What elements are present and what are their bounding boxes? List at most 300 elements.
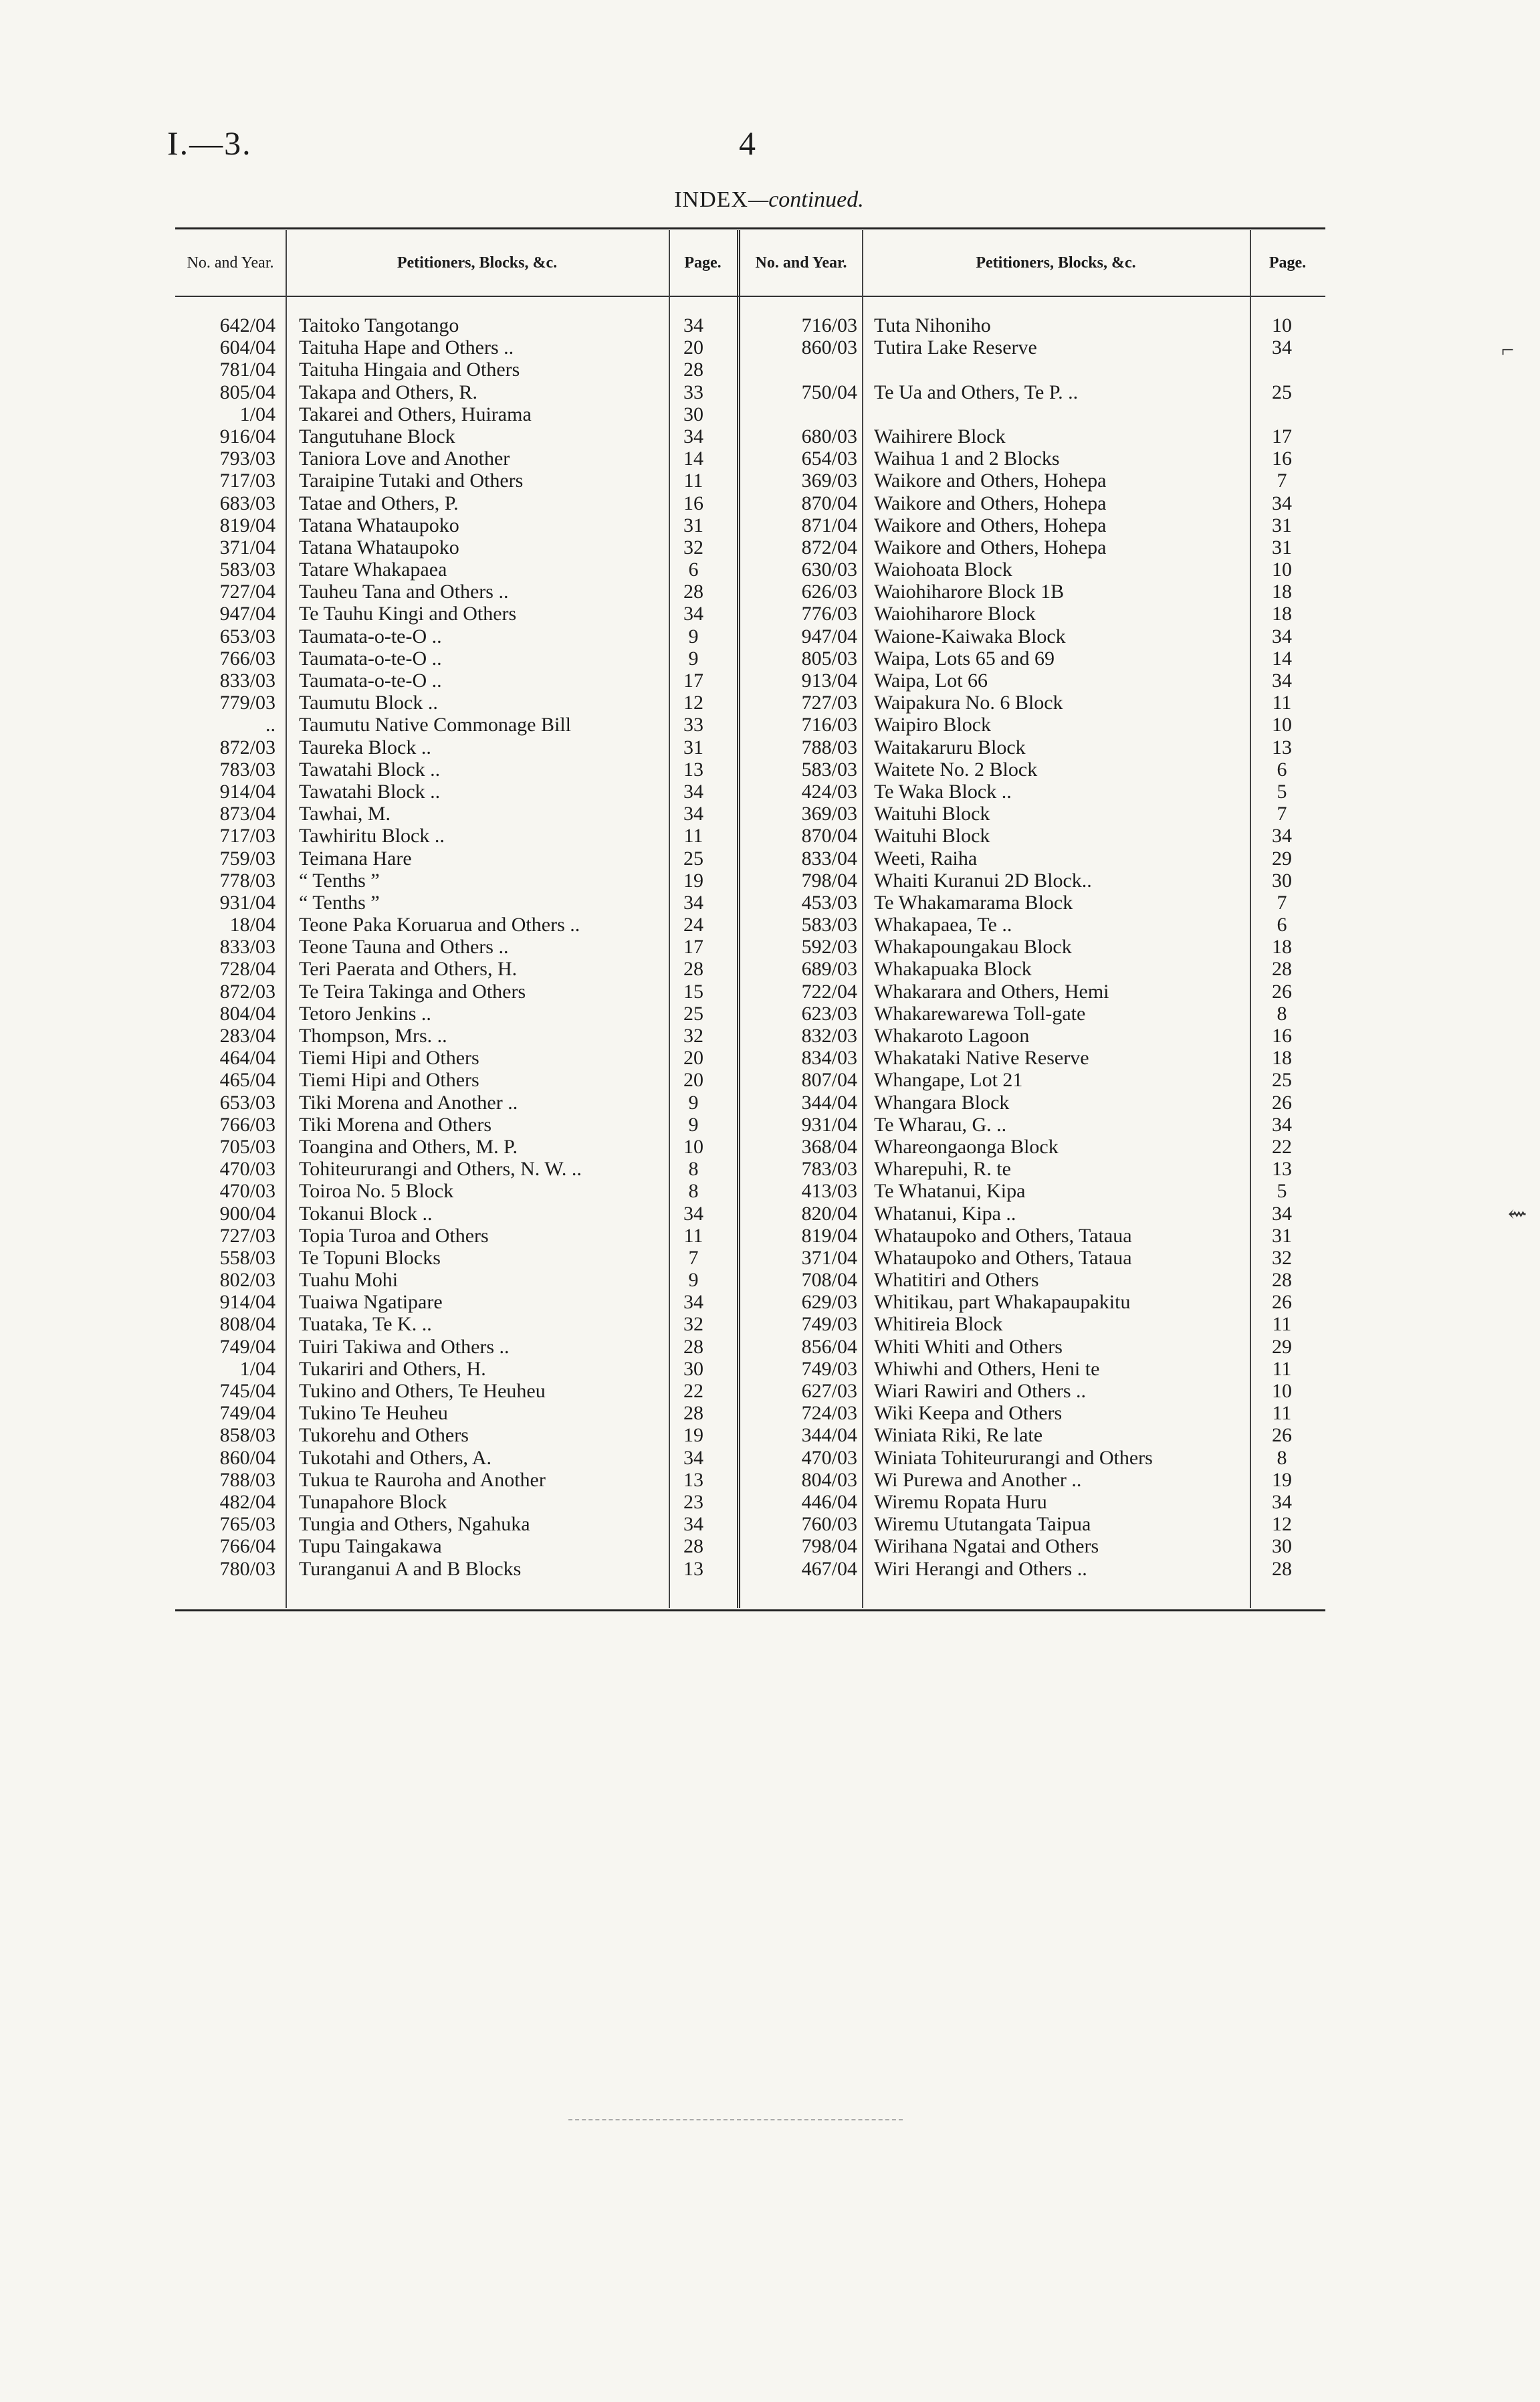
entry-name: Tukorehu and Others (299, 1424, 469, 1447)
entry-page: 7 (688, 1246, 699, 1269)
entry-number: 805/04 (219, 381, 276, 403)
entry-name: Wiari Rawiri and Others .. (874, 1380, 1087, 1402)
entry-page: 25 (683, 847, 703, 870)
entry-number: 369/03 (801, 803, 857, 825)
entry-number: 870/04 (801, 825, 857, 847)
entry-number: 788/03 (219, 1468, 276, 1491)
entry-number: 627/03 (801, 1380, 857, 1402)
entry-number: 482/04 (219, 1490, 276, 1513)
table-row (175, 625, 1325, 647)
entry-page: 34 (1272, 670, 1292, 692)
entry-name: Tauheu Tana and Others .. (299, 581, 509, 603)
entry-name: Taraipine Tutaki and Others (299, 470, 524, 492)
table-row (175, 514, 1325, 536)
entry-name: Tiki Morena and Another .. (299, 1091, 518, 1114)
table-row (175, 1247, 1325, 1269)
table-row (175, 1491, 1325, 1513)
table-row (175, 470, 1325, 492)
entry-name: Tatana Whataupoko (299, 536, 459, 559)
entry-name: Tukotahi and Others, A. (299, 1446, 492, 1469)
entry-page: 22 (1272, 1135, 1292, 1158)
table-row (175, 914, 1325, 936)
entry-number: 727/04 (219, 581, 276, 603)
entry-number: 728/04 (219, 958, 276, 981)
table-row (175, 1291, 1325, 1313)
entry-number: 629/03 (801, 1291, 857, 1314)
entry-name: Tohiteururangi and Others, N. W. .. (299, 1158, 582, 1181)
entry-number: 708/04 (801, 1269, 857, 1292)
entry-number: 18/04 (229, 914, 276, 936)
entry-name: Whakataki Native Reserve (874, 1047, 1089, 1070)
entry-number: 819/04 (801, 1224, 857, 1247)
entry-number: 750/04 (801, 381, 857, 403)
entry-name: Taumata-o-te-O .. (299, 625, 442, 647)
entry-page: 29 (1272, 1335, 1292, 1358)
header-page-right: Page. (1269, 254, 1307, 272)
entry-page: 11 (683, 825, 703, 847)
entry-number: 833/03 (219, 670, 276, 692)
entry-page: 16 (1272, 447, 1292, 470)
entry-name: Te Ua and Others, Te P. .. (874, 381, 1079, 403)
entry-number: 780/03 (219, 1557, 276, 1580)
entry-page: 34 (1272, 492, 1292, 514)
table-row (175, 336, 1325, 359)
entry-name: Topia Turoa and Others (299, 1224, 489, 1247)
entry-name: Teimana Hare (299, 847, 412, 870)
entry-page: 8 (1277, 1002, 1287, 1025)
entry-name: Waikore and Others, Hohepa (874, 536, 1107, 559)
entry-number: 870/04 (801, 492, 857, 514)
entry-name: Waikore and Others, Hohepa (874, 470, 1107, 492)
entry-name: Waikore and Others, Hohepa (874, 492, 1107, 514)
entry-name: Whataupoko and Others, Tataua (874, 1246, 1132, 1269)
entry-page: 10 (1272, 714, 1292, 736)
entry-name: Taumutu Block .. (299, 692, 438, 714)
entry-number: 749/04 (219, 1402, 276, 1425)
entry-name: Tiki Morena and Others (299, 1113, 492, 1136)
entry-number: 446/04 (801, 1490, 857, 1513)
entry-page: 34 (1272, 336, 1292, 359)
entry-number: 583/03 (801, 914, 857, 936)
margin-mark: ⇜ (1508, 1202, 1527, 1227)
entry-page: 6 (1277, 758, 1287, 781)
entry-page: 8 (688, 1180, 699, 1203)
entry-page: 34 (683, 891, 703, 914)
entry-number: 470/03 (219, 1158, 276, 1181)
entry-name: Waikore and Others, Hohepa (874, 514, 1107, 536)
entry-number: 793/03 (219, 447, 276, 470)
entry-number: 783/03 (219, 758, 276, 781)
entry-page: 30 (1272, 869, 1292, 892)
entry-number: 860/03 (801, 336, 857, 359)
entry-page: 16 (1272, 1025, 1292, 1047)
entry-page: 11 (683, 470, 703, 492)
table-row (175, 1047, 1325, 1069)
table-row (175, 847, 1325, 870)
entry-page: 28 (1272, 1557, 1292, 1580)
entry-page: 26 (1272, 1424, 1292, 1447)
entry-number: 871/04 (801, 514, 857, 536)
table-row (175, 359, 1325, 381)
table-row (175, 1136, 1325, 1158)
entry-name: Toangina and Others, M. P. (299, 1135, 518, 1158)
entry-number: 913/04 (801, 670, 857, 692)
table-row (175, 870, 1325, 892)
entry-name: Toiroa No. 5 Block (299, 1180, 454, 1203)
entry-name: Taitoko Tangotango (299, 314, 459, 336)
entry-name: Whangara Block (874, 1091, 1010, 1114)
entry-page: 10 (1272, 1380, 1292, 1402)
header-no-year-right: No. and Year. (755, 254, 847, 272)
entry-page: 34 (683, 425, 703, 447)
entry-number: 931/04 (219, 891, 276, 914)
entry-name: Waiohoata Block (874, 559, 1012, 581)
entry-number: 808/04 (219, 1313, 276, 1336)
entry-name: Tuta Nihoniho (874, 314, 991, 336)
entry-page: 11 (1272, 1402, 1292, 1425)
entry-page: 19 (683, 869, 703, 892)
entry-number: 727/03 (219, 1224, 276, 1247)
entry-number: 807/04 (801, 1069, 857, 1092)
entry-page: 17 (1272, 425, 1292, 447)
table-row (175, 314, 1325, 336)
table-row (175, 1003, 1325, 1025)
entry-name: Tawatahi Block .. (299, 780, 441, 803)
entry-page: 10 (1272, 314, 1292, 336)
entry-number: 653/03 (219, 625, 276, 647)
entry-name: Winiata Riki, Re late (874, 1424, 1043, 1447)
entry-name: Whangape, Lot 21 (874, 1069, 1023, 1092)
entry-number: 689/03 (801, 958, 857, 981)
index-table (175, 227, 1325, 1611)
entry-page: 7 (1277, 470, 1287, 492)
margin-mark: ⌐ (1501, 338, 1515, 363)
entry-page: 9 (688, 647, 699, 670)
entry-name: “ Tenths ” (299, 891, 380, 914)
entry-number: 819/04 (219, 514, 276, 536)
entry-page: 31 (683, 736, 703, 759)
entry-number: 727/03 (801, 692, 857, 714)
entry-page: 34 (683, 603, 703, 625)
entry-number: 716/03 (801, 714, 857, 736)
entry-page: 34 (1272, 1113, 1292, 1136)
entry-name: Waiohiharore Block (874, 603, 1036, 625)
table-row (175, 892, 1325, 914)
entry-page: 20 (683, 1047, 703, 1070)
entry-number: 779/03 (219, 692, 276, 714)
entry-name: Whakapuaka Block (874, 958, 1032, 981)
table-header-rule (175, 296, 1325, 297)
header-page-left: Page. (684, 254, 722, 272)
entry-page: 11 (1272, 1313, 1292, 1336)
entry-page: 28 (683, 1535, 703, 1558)
entry-page: 28 (1272, 958, 1292, 981)
entry-page: 28 (683, 1335, 703, 1358)
table-body (175, 314, 1325, 1580)
index-continued: —continued. (748, 187, 864, 212)
entry-number: 717/03 (219, 825, 276, 847)
entry-page: 9 (688, 1091, 699, 1114)
entry-number: 872/04 (801, 536, 857, 559)
table-row (175, 936, 1325, 958)
entry-number: 1/04 (239, 403, 276, 425)
index-title (468, 187, 1070, 213)
entry-page: 30 (1272, 1535, 1292, 1558)
entry-number: 283/04 (219, 1025, 276, 1047)
entry-number: 465/04 (219, 1069, 276, 1092)
entry-name: Wharepuhi, R. te (874, 1158, 1011, 1181)
entry-page: 22 (683, 1380, 703, 1402)
table-row (175, 1424, 1325, 1446)
entry-number: 778/03 (219, 869, 276, 892)
entry-page: 20 (683, 336, 703, 359)
entry-page: 28 (683, 359, 703, 381)
entry-number: 783/03 (801, 1158, 857, 1181)
entry-name: Taituha Hape and Others .. (299, 336, 514, 359)
entry-page: 11 (683, 1224, 703, 1247)
entry-name: Taumata-o-te-O .. (299, 647, 442, 670)
entry-page: 23 (683, 1490, 703, 1513)
entry-number: 858/03 (219, 1424, 276, 1447)
entry-name: Whiti Whiti and Others (874, 1335, 1063, 1358)
header-petitioners-right: Petitioners, Blocks, &c. (976, 254, 1136, 272)
table-row (175, 492, 1325, 514)
entry-page: 28 (683, 1402, 703, 1425)
table-row (175, 1069, 1325, 1091)
entry-name: Te Topuni Blocks (299, 1246, 441, 1269)
entry-number: 464/04 (219, 1047, 276, 1070)
table-row (175, 1092, 1325, 1114)
entry-number: 802/03 (219, 1269, 276, 1292)
entry-page: 5 (1277, 1180, 1287, 1203)
entry-number: 453/03 (801, 891, 857, 914)
entry-number: 788/03 (801, 736, 857, 759)
entry-page: 18 (1272, 581, 1292, 603)
table-row (175, 1336, 1325, 1358)
entry-number: 872/03 (219, 980, 276, 1003)
entry-page: 25 (683, 1002, 703, 1025)
entry-number: 705/03 (219, 1135, 276, 1158)
entry-number: 470/03 (801, 1446, 857, 1469)
entry-name: Whakapoungakau Block (874, 936, 1072, 959)
entry-page: 30 (683, 1357, 703, 1380)
entry-name: Tukino Te Heuheu (299, 1402, 448, 1425)
entry-name: Whakapaea, Te .. (874, 914, 1012, 936)
entry-name: Tawatahi Block .. (299, 758, 441, 781)
entry-page: 7 (1277, 891, 1287, 914)
table-row (175, 1558, 1325, 1580)
entry-name: Tiemi Hipi and Others (299, 1069, 479, 1092)
entry-page: 18 (1272, 936, 1292, 959)
entry-number: 724/03 (801, 1402, 857, 1425)
table-row (175, 803, 1325, 825)
entry-page: 32 (683, 1025, 703, 1047)
entry-name: “ Tenths ” (299, 869, 380, 892)
entry-name: Tatana Whataupoko (299, 514, 459, 536)
entry-number: 626/03 (801, 581, 857, 603)
table-row (175, 736, 1325, 759)
entry-page: 15 (683, 980, 703, 1003)
entry-page: 20 (683, 1069, 703, 1092)
entry-number: 914/04 (219, 1291, 276, 1314)
table-row (175, 1025, 1325, 1047)
table-row (175, 1469, 1325, 1491)
entry-number: 804/04 (219, 1002, 276, 1025)
entry-page: 6 (1277, 914, 1287, 936)
entry-number: 368/04 (801, 1135, 857, 1158)
table-row (175, 1203, 1325, 1225)
entry-number: 470/03 (219, 1180, 276, 1203)
entry-number: 467/04 (801, 1557, 857, 1580)
entry-name: Tuiri Takiwa and Others .. (299, 1335, 510, 1358)
entry-name: Takapa and Others, R. (299, 381, 477, 403)
entry-name: Tawhai, M. (299, 803, 391, 825)
entry-page: 13 (683, 1468, 703, 1491)
table-row (175, 425, 1325, 447)
entry-name: Waipa, Lots 65 and 69 (874, 647, 1055, 670)
table-row (175, 958, 1325, 980)
entry-name: Waitakaruru Block (874, 736, 1026, 759)
entry-number: 766/03 (219, 647, 276, 670)
entry-number: 916/04 (219, 425, 276, 447)
entry-name: Tangutuhane Block (299, 425, 455, 447)
entry-number: 583/03 (801, 758, 857, 781)
entry-name: Wirihana Ngatai and Others (874, 1535, 1099, 1558)
entry-number: 804/03 (801, 1468, 857, 1491)
entry-page: 25 (1272, 1069, 1292, 1092)
entry-number: 873/04 (219, 803, 276, 825)
entry-name: Tukariri and Others, H. (299, 1357, 486, 1380)
entry-name: Tatare Whakapaea (299, 559, 447, 581)
entry-name: Taureka Block .. (299, 736, 431, 759)
table-row (175, 781, 1325, 803)
header-petitioners-left: Petitioners, Blocks, &c. (397, 254, 558, 272)
table-row (175, 603, 1325, 625)
entry-name: Tukino and Others, Te Heuheu (299, 1380, 546, 1402)
entry-name: Whareongaonga Block (874, 1135, 1059, 1158)
entry-page: 26 (1272, 1291, 1292, 1314)
entry-name: Wiri Herangi and Others .. (874, 1557, 1087, 1580)
entry-name: Tupu Taingakawa (299, 1535, 442, 1558)
entry-name: Thompson, Mrs. .. (299, 1025, 447, 1047)
entry-name: Whakarewarewa Toll-gate (874, 1002, 1086, 1025)
entry-page: 11 (1272, 1357, 1292, 1380)
entry-name: Whaiti Kuranui 2D Block.. (874, 869, 1092, 892)
entry-name: Waituhi Block (874, 803, 990, 825)
entry-number: 900/04 (219, 1202, 276, 1225)
entry-page: 9 (688, 1113, 699, 1136)
entry-number: 860/04 (219, 1446, 276, 1469)
entry-name: Turanganui A and B Blocks (299, 1557, 522, 1580)
table-row (175, 581, 1325, 603)
entry-name: Whiwhi and Others, Heni te (874, 1357, 1100, 1380)
entry-page: 7 (1277, 803, 1287, 825)
table-row (175, 1180, 1325, 1202)
table-row (175, 714, 1325, 736)
entry-name: Tungia and Others, Ngahuka (299, 1513, 530, 1536)
entry-page: 34 (683, 780, 703, 803)
entry-name: Te Whatanui, Kipa (874, 1180, 1026, 1203)
entry-name: Waiohiharore Block 1B (874, 581, 1065, 603)
entry-page: 28 (683, 958, 703, 981)
entry-page: 6 (688, 559, 699, 581)
entry-page: 19 (683, 1424, 703, 1447)
entry-number: 745/04 (219, 1380, 276, 1402)
entry-number: 765/03 (219, 1513, 276, 1536)
entry-page: 9 (688, 625, 699, 647)
entry-number: 623/03 (801, 1002, 857, 1025)
entry-name: Te Tauhu Kingi and Others (299, 603, 517, 625)
entry-name: Weeti, Raiha (874, 847, 978, 870)
entry-number: 832/03 (801, 1025, 857, 1047)
entry-number: 833/03 (219, 936, 276, 959)
entry-page: 24 (683, 914, 703, 936)
entry-number: 834/03 (801, 1047, 857, 1070)
entry-name: Taituha Hingaia and Others (299, 359, 520, 381)
entry-number: 558/03 (219, 1246, 276, 1269)
entry-page: 12 (683, 692, 703, 714)
table-top-rule (175, 227, 1325, 229)
entry-page: 29 (1272, 847, 1292, 870)
entry-number: 344/04 (801, 1424, 857, 1447)
table-row (175, 981, 1325, 1003)
entry-page: 13 (1272, 736, 1292, 759)
table-row (175, 759, 1325, 781)
entry-page: 34 (683, 1202, 703, 1225)
entry-name: Wiki Keepa and Others (874, 1402, 1063, 1425)
entry-number: 717/03 (219, 470, 276, 492)
entry-number: 642/04 (219, 314, 276, 336)
table-row (175, 536, 1325, 559)
table-row (175, 559, 1325, 581)
entry-page: 17 (683, 670, 703, 692)
entry-page: 30 (683, 403, 703, 425)
entry-name: Wiremu Ututangata Taipua (874, 1513, 1091, 1536)
entry-name: Whatitiri and Others (874, 1269, 1039, 1292)
entry-page: 10 (1272, 559, 1292, 581)
entry-page: 14 (683, 447, 703, 470)
entry-page: 32 (683, 1313, 703, 1336)
entry-name: Waione-Kaiwaka Block (874, 625, 1066, 647)
entry-name: Takarei and Others, Huirama (299, 403, 532, 425)
entry-page: 31 (1272, 1224, 1292, 1247)
entry-number: 798/04 (801, 869, 857, 892)
entry-number: 760/03 (801, 1513, 857, 1536)
entry-number: 371/04 (219, 536, 276, 559)
table-row (175, 1358, 1325, 1380)
entry-page: 32 (1272, 1246, 1292, 1269)
entry-name: Tunapahore Block (299, 1490, 447, 1513)
entry-page: 9 (688, 1269, 699, 1292)
entry-page: 34 (683, 1446, 703, 1469)
entry-name: Taumata-o-te-O .. (299, 670, 442, 692)
table-row (175, 1269, 1325, 1291)
entry-name: Tutira Lake Reserve (874, 336, 1037, 359)
entry-page: 32 (683, 536, 703, 559)
entry-name: Wiremu Ropata Huru (874, 1490, 1047, 1513)
entry-page: 17 (683, 936, 703, 959)
entry-name: Tukua te Rauroha and Another (299, 1468, 546, 1491)
entry-name: Waipiro Block (874, 714, 992, 736)
entry-page: 31 (1272, 536, 1292, 559)
table-row (175, 1313, 1325, 1335)
entry-number: 749/03 (801, 1357, 857, 1380)
entry-name: Teri Paerata and Others, H. (299, 958, 518, 981)
entry-name: Waipa, Lot 66 (874, 670, 988, 692)
entry-number: 766/03 (219, 1113, 276, 1136)
table-row (175, 692, 1325, 714)
entry-page: 11 (1272, 692, 1292, 714)
